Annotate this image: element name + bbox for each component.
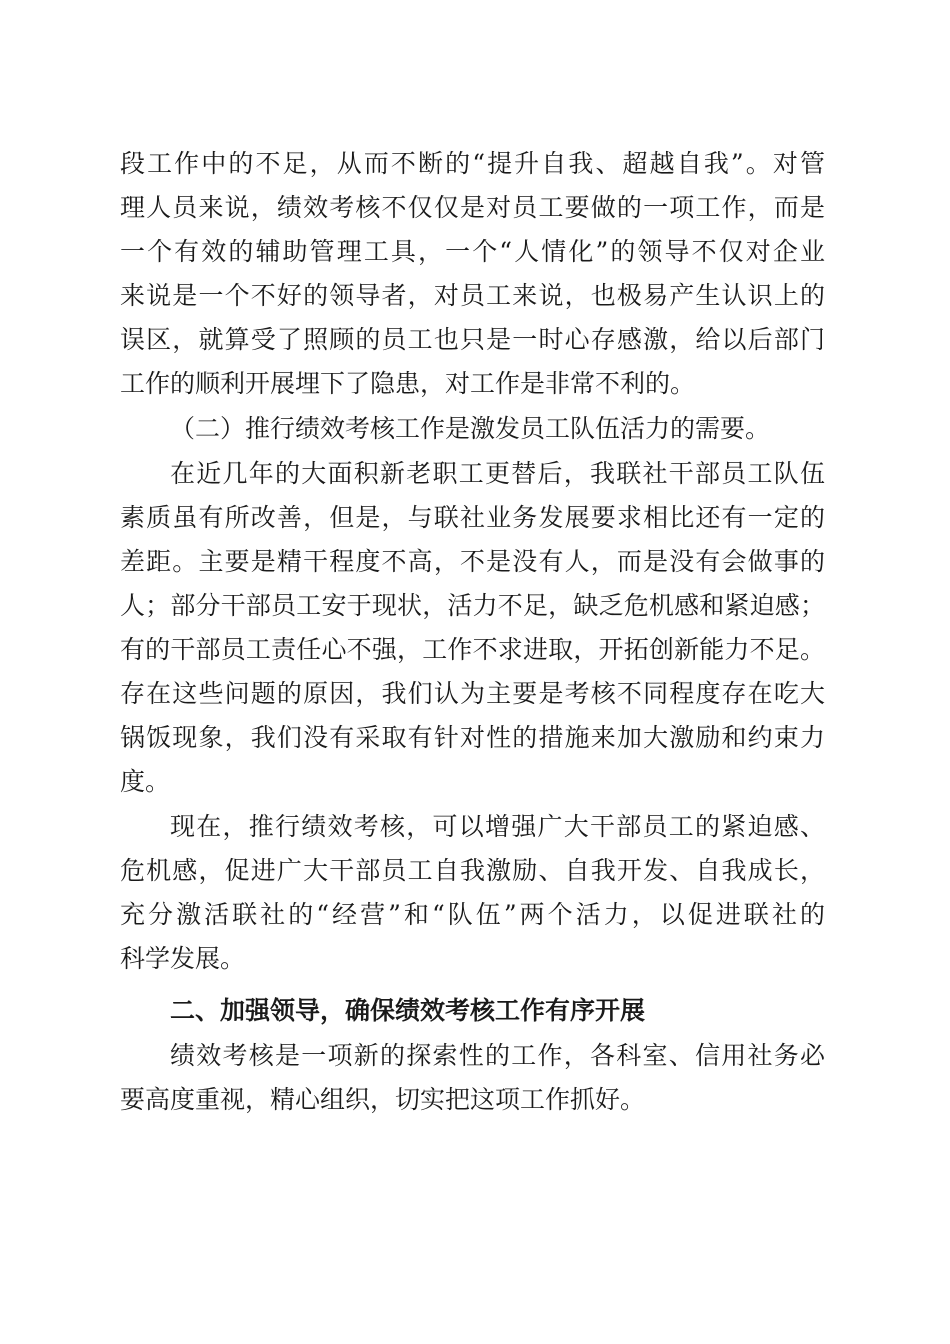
- paragraph-1-line-5: 误区，就算受了照顾的员工也只是一时心存感激，给以后部门: [120, 325, 825, 354]
- paragraph-4-line-2: 要高度重视，精心组织，切实把这项工作抓好。: [120, 1085, 646, 1114]
- paragraph-2-line-3: 差距。主要是精干程度不高，不是没有人，而是没有会做事的: [120, 547, 825, 576]
- paragraph-2-line-6: 存在这些问题的原因，我们认为主要是考核不同程度存在吃大: [120, 679, 825, 708]
- section-heading-2: 二、加强领导，确保绩效考核工作有序开展: [170, 996, 646, 1025]
- paragraph-1-line-3: 一个有效的辅助管理工具，一个“人情化”的领导不仅对企业: [120, 237, 825, 266]
- paragraph-3-line-4: 科学发展。: [120, 944, 246, 973]
- paragraph-2-line-1: 在近几年的大面积新老职工更替后，我联社干部员工队伍: [170, 459, 825, 488]
- paragraph-2-line-4: 人；部分干部员工安于现状，活力不足，缺乏危机感和紧迫感；: [120, 591, 825, 620]
- paragraph-2-line-8: 度。: [120, 767, 171, 796]
- paragraph-2-line-5: 有的干部员工责任心不强，工作不求进取，开拓创新能力不足。: [120, 635, 825, 664]
- paragraph-2-line-2: 素质虽有所改善，但是，与联社业务发展要求相比还有一定的: [120, 503, 825, 532]
- paragraph-3-line-1: 现在，推行绩效考核，可以增强广大干部员工的紧迫感、: [170, 812, 825, 841]
- paragraph-1-line-6: 工作的顺利开展埋下了隐患，对工作是非常不利的。: [120, 369, 696, 398]
- paragraph-3-line-3: 充分激活联社的“经营”和“队伍”两个活力，以促进联社的: [120, 900, 825, 929]
- paragraph-3-line-2: 危机感，促进广大干部员工自我激励、自我开发、自我成长，: [120, 856, 825, 885]
- paragraph-2-line-7: 锅饭现象，我们没有采取有针对性的措施来加大激励和约束力: [120, 723, 825, 752]
- paragraph-1-line-4: 来说是一个不好的领导者，对员工来说，也极易产生认识上的: [120, 281, 825, 310]
- subheading-2: （二）推行绩效考核工作是激发员工队伍活力的需要。: [170, 414, 771, 443]
- paragraph-1-line-2: 理人员来说，绩效考核不仅仅是对员工要做的一项工作，而是: [120, 193, 825, 222]
- paragraph-4-line-1: 绩效考核是一项新的探索性的工作，各科室、信用社务必: [170, 1041, 825, 1070]
- paragraph-1-line-1: 段工作中的不足，从而不断的“提升自我、超越自我”。对管: [120, 149, 825, 178]
